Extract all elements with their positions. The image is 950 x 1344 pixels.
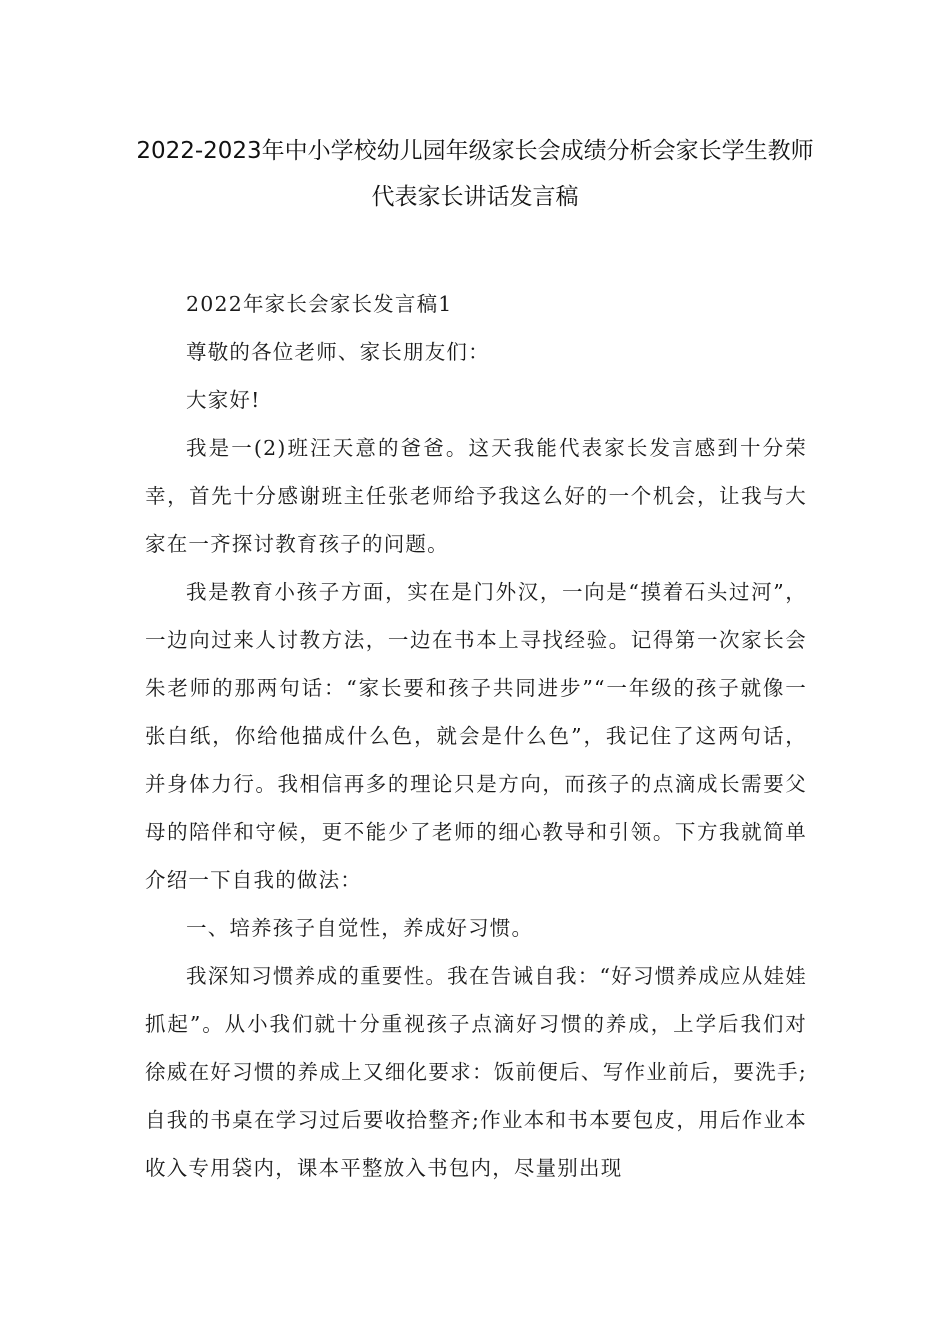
title-line-1: 2022-2023年中小学校幼儿园年级家长会成绩分析会家长学生教师 [136, 138, 814, 164]
document-title [120, 128, 830, 220]
paragraph-experience: 我是教育小孩子方面，实在是门外汉，一向是“摸着石头过河”，一边向过来人讨教方法，一边在书本上寻找经验。记得第一次家长会朱老师的那两句话：“家长要和孩子共同进步”“一年级的孩子就像一张白纸，你给他描成什么色，就会是什么色”，我记住了这两句话，并身体力行。我相信再多的理论只是方向，而孩子的点滴成长需要父母的陪伴和守候，更不能少了老师的细心教导和引领。下方我就简单介绍一下自我的做法： [145, 580, 807, 892]
title-line-2: 代表家长讲话发言稿 [371, 184, 579, 210]
paragraph-section-heading: 一、培养孩子自觉性，养成好习惯。 [186, 916, 534, 940]
paragraph-intro: 我是一(2)班汪天意的爸爸。这天我能代表家长发言感到十分荣幸，首先十分感谢班主任张老师给予我这么好的一个机会，让我与大家在一齐探讨教育孩子的问题。 [145, 436, 807, 556]
paragraph-greeting: 大家好! [186, 388, 261, 412]
document-body [145, 280, 807, 1192]
paragraph-salutation: 尊敬的各位老师、家长朋友们： [186, 340, 490, 364]
paragraph-habits: 我深知习惯养成的重要性。我在告诫自我：“好习惯养成应从娃娃抓起”。从小我们就十分重视孩子点滴好习惯的养成，上学后我们对徐威在好习惯的养成上又细化要求：饭前便后、写作业前后，要洗手;自我的书桌在学习过后要收拾整齐;作业本和书本要包皮，用后作业本收入专用袋内，课本平整放入书包内，尽量别出现 [145, 964, 807, 1180]
paragraph-heading: 2022年家长会家长发言稿1 [186, 292, 453, 316]
